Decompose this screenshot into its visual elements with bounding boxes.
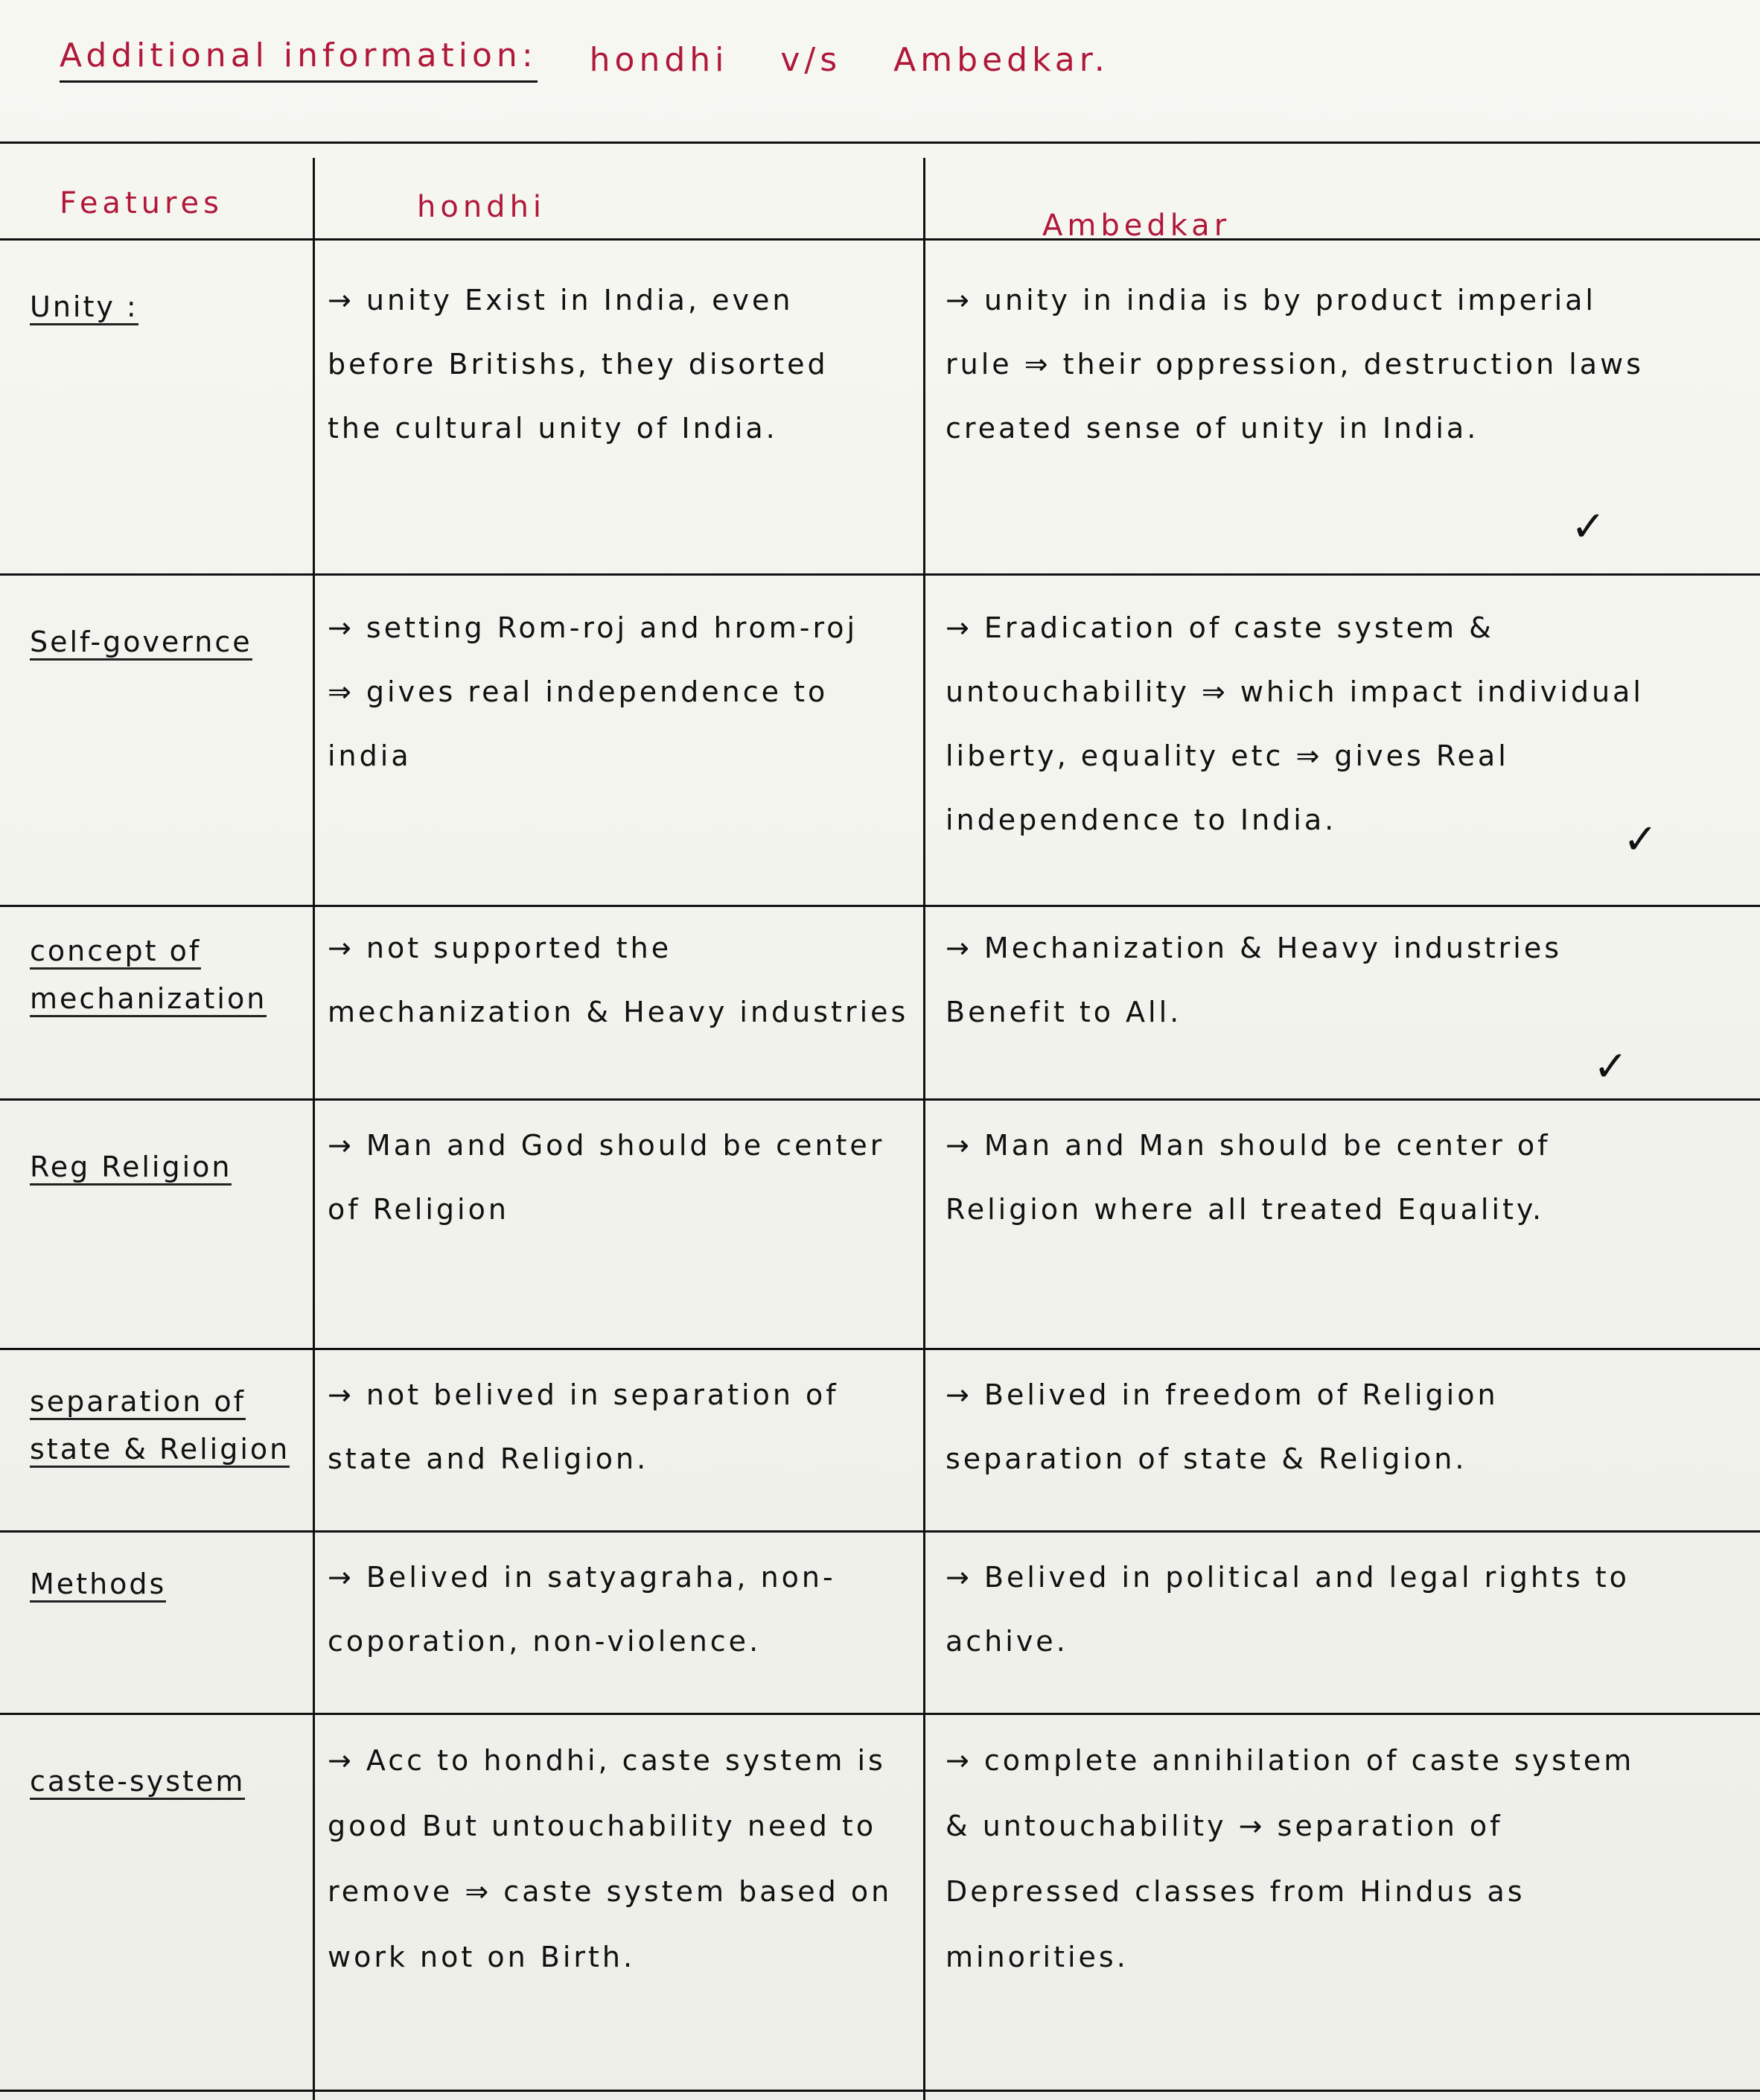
header-ambedkar: Ambedkar [1042, 209, 1231, 243]
rule-line [0, 1098, 1760, 1101]
ambedkar-cell: → unity in india is by product imperial rule ⇒ their oppression, destruction laws created sense of unity in India. [946, 284, 1644, 445]
rule-line [0, 1348, 1760, 1350]
table-row [0, 253, 1760, 573]
row-feature: caste-system [30, 1757, 298, 1805]
ambedkar-cell: → Belived in freedom of Religion separation of state & Religion. [946, 1378, 1499, 1475]
title-right: Ambedkar. [893, 40, 1109, 79]
gandhi-cell: → Man and God should be center of Religion [328, 1129, 885, 1226]
row-feature: concept of mechanization [30, 927, 298, 1022]
ambedkar-cell: → Eradication of caste system & untouchability ⇒ which impact individual liberty, equality etc ⇒ gives Real independence to India. [946, 611, 1644, 836]
table-row [0, 1363, 1760, 1530]
header-gandhi: hondhi [417, 190, 546, 224]
rule-line [0, 1713, 1760, 1715]
title-label: Additional information: [60, 36, 538, 83]
rule-line [0, 2090, 1760, 2092]
ambedkar-cell: → Belived in political and legal rights to achive. [946, 1561, 1630, 1658]
rule-line [0, 238, 1760, 241]
page-title [60, 30, 1109, 89]
row-feature: Self-governce [30, 618, 298, 666]
row-feature: separation of state & Religion [30, 1378, 298, 1473]
tick-mark: ✓ [1593, 1043, 1628, 1091]
table-row [0, 1728, 1760, 2090]
table-row [0, 1545, 1760, 1713]
title-vs: v/s [780, 40, 842, 79]
gandhi-cell: → Belived in satyagraha, non-coporation, non-violence. [328, 1561, 836, 1658]
tick-mark: ✓ [1623, 815, 1658, 864]
ambedkar-cell: → complete annihilation of caste system & untouchability → separation of Depressed classes from Hindus as minorities. [946, 1744, 1635, 1973]
gandhi-cell: → not supported the mechanization & Heavy industries [328, 932, 909, 1028]
tick-mark: ✓ [1571, 503, 1606, 551]
table-row [0, 1113, 1760, 1348]
ambedkar-cell: → Man and Man should be center of Religion where all treated Equality. [946, 1129, 1551, 1226]
gandhi-cell: → Acc to hondhi, caste system is good But untouchability need to remove ⇒ caste system based on work not on Birth. [328, 1744, 893, 1973]
rule-line [0, 905, 1760, 907]
row-feature: Reg Religion [30, 1143, 298, 1191]
gandhi-cell: → unity Exist in India, even before Britishs, they disorted the cultural unity of India. [328, 284, 829, 445]
row-feature: Unity : [30, 283, 298, 331]
ambedkar-cell: → Mechanization & Heavy industries Benefit to All. [946, 932, 1562, 1028]
rule-line [0, 573, 1760, 576]
row-feature: Methods [30, 1560, 298, 1608]
header-features: Features [60, 186, 223, 220]
rule-line [0, 1530, 1760, 1533]
title-left: hondhi [589, 40, 729, 79]
gandhi-cell: → not belived in separation of state and Religion. [328, 1378, 839, 1475]
table-row [0, 920, 1760, 1098]
rule-line [0, 141, 1760, 144]
table-row [0, 588, 1760, 905]
gandhi-cell: → setting Rom-roj and hrom-roj ⇒ gives real independence to india [328, 611, 858, 772]
